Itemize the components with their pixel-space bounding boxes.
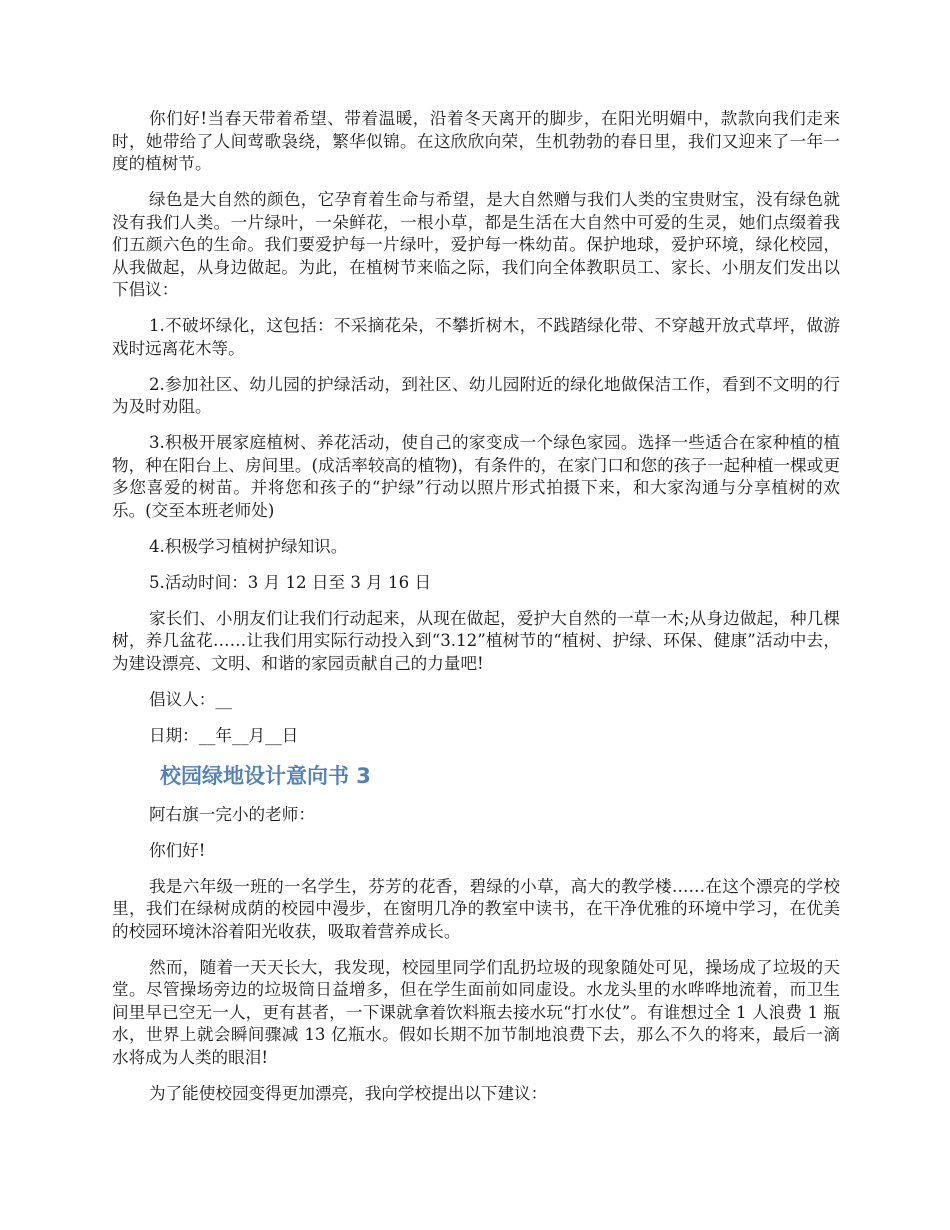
- date-line: 日期：__年__月__日: [149, 725, 299, 745]
- paragraph-green: 绿色是大自然的颜色，它孕育着生命与希望，是大自然赠与我们人类的宝贵财宝，没有绿色就没有我们人类。一片绿叶，一朵鲜花，一根小草，都是生活在大自然中可爱的生灵，她们点缀着我们五颜六色的生命。我们要爱护每一片绿叶，爱护每一株幼苗。保护地球，爱护环境，绿化校园，从我做起，从身边做起。为此，在植树节来临之际，我们向全体教职员工、家长、小朋友们发出以下倡议：: [112, 190, 840, 299]
- proposal-item-2: 2.参加社区、幼儿园的护绿活动，到社区、幼儿园附近的绿化地做保洁工作，看到不文明的行为及时劝阻。: [112, 374, 840, 416]
- paragraph-suggestions-lead: 为了能使校园变得更加漂亮，我向学校提出以下建议：: [149, 1083, 548, 1103]
- document-page: [112, 108, 840, 1119]
- section-heading: 校园绿地设计意向书 3: [160, 763, 371, 788]
- proposal-item-5: 5.活动时间：3 月 12 日至 3 月 16 日: [149, 572, 432, 592]
- proposer-line: 倡议人：__: [149, 689, 232, 709]
- paragraph-intro: 你们好!当春天带着希望、带着温暖，沿着冬天离开的脚步，在阳光明媚中，款款向我们走来时，她带给了人间莺歌袅绕，繁华似锦。在这欣欣向荣，生机勃勃的春日里，我们又迎来了一年一度的植树节。: [112, 109, 840, 173]
- salutation: 阿右旗一完小的老师：: [149, 804, 315, 824]
- paragraph-problems: 然而，随着一天天长大，我发现，校园里同学们乱扔垃圾的现象随处可见，操场成了垃圾的天堂。尽管操场旁边的垃圾筒日益增多，但在学生面前如同虚设。水龙头里的水哗哗地流着，而卫生间里早已空无一人，更有甚者，一下课就拿着饮料瓶去接水玩“打水仗”。有谁想过全 1 人浪费 1 瓶水，世界上就会瞬间骤减 13 亿瓶水。假如长期不加节制地浪费下去，那么不久的将来，最后一滴水将成为人类的眼泪!: [112, 957, 840, 1067]
- proposal-item-4: 4.积极学习植树护绿知识。: [149, 536, 348, 556]
- paragraph-call-to-action: 家长们、小朋友们让我们行动起来，从现在做起，爱护大自然的一草一木;从身边做起，种几棵树，养几盆花……让我们用实际行动投入到“3.12”植树节的“植树、护绿、环保、健康”活动中去，为建设漂亮、文明、和谐的家园贡献自己的力量吧!: [112, 608, 840, 673]
- proposal-item-1: 1.不破坏绿化，这包括：不采摘花朵，不攀折树木，不践踏绿化带、不穿越开放式草坪，做游戏时远离花木等。: [112, 316, 840, 358]
- paragraph-student-intro: 我是六年级一班的一名学生，芬芳的花香，碧绿的小草，高大的教学楼……在这个漂亮的学校里，我们在绿树成荫的校园中漫步，在窗明几净的教室中读书，在干净优雅的环境中学习，在优美的校园环境沐浴着阳光收获，吸取着营养成长。: [112, 876, 840, 941]
- greeting: 你们好!: [149, 840, 206, 860]
- proposal-item-3: 3.积极开展家庭植树、养花活动，使自己的家变成一个绿色家园。选择一些适合在家种植的植物，种在阳台上、房间里。(成活率较高的植物)，有条件的，在家门口和您的孩子一起种植一棵或更多您喜爱的树苗。并将您和孩子的“护绿”行动以照片形式拍摄下来，和大家沟通与分享植树的欢乐。(交至本班老师处): [112, 433, 840, 520]
